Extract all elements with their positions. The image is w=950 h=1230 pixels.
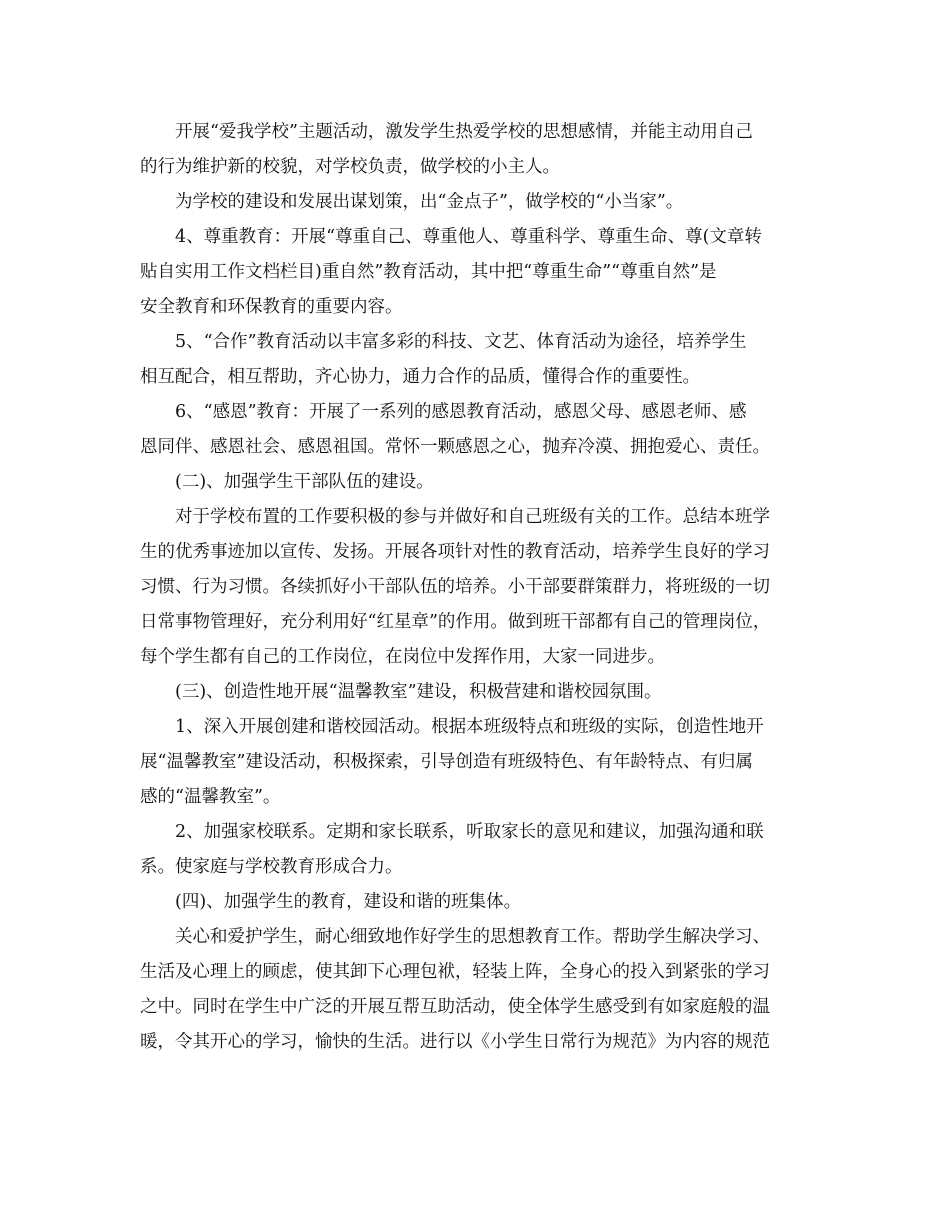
paragraph-line: 开展“爱我学校”主题活动，激发学生热爱学校的思想感情，并能主动用自己: [175, 122, 753, 142]
paragraph-line: 展“温馨教室”建设活动，积极探索，引导创造有班级特色、有年龄特点、有归属: [140, 752, 753, 772]
paragraph-line: 关心和爱护学生，耐心细致地作好学生的思想教育工作。帮助学生解决学习、: [175, 927, 770, 947]
paragraph-line: 每个学生都有自己的工作岗位，在岗位中发挥作用，大家一同进步。: [140, 647, 665, 667]
paragraph-line: 系。使家庭与学校教育形成合力。: [140, 857, 403, 877]
paragraph-line: 安全教育和环保教育的重要内容。: [140, 297, 403, 317]
section-heading: (三)、创造性地开展“温馨教室”建设，积极营建和谐校园氛围。: [175, 682, 662, 702]
paragraph-line: 生活及心理上的顾虑，使其卸下心理包袱，轻装上阵，全身心的投入到紧张的学习: [140, 962, 770, 982]
paragraph-line: 感的“温馨教室”。: [140, 787, 281, 807]
paragraph-line: 暖，令其开心的学习，愉快的生活。进行以《小学生日常行为规范》为内容的规范: [140, 1032, 770, 1052]
paragraph-line: 6、“感恩”教育：开展了一系列的感恩教育活动，感恩父母、感恩老师、感: [175, 402, 747, 422]
paragraph-line: 为学校的建设和发展出谋划策，出“金点子”，做学校的“小当家”。: [175, 192, 684, 212]
paragraph-line: 对于学校布置的工作要积极的参与并做好和自己班级有关的工作。总结本班学: [175, 507, 770, 527]
paragraph-line: 之中。同时在学生中广泛的开展互帮互助活动，使全体学生感受到有如家庭般的温: [140, 997, 770, 1017]
section-heading: (二)、加强学生干部队伍的建设。: [175, 472, 434, 492]
paragraph-line: 恩同伴、感恩社会、感恩祖国。常怀一颗感恩之心，抛弃冷漠、拥抱爱心、责任。: [140, 437, 770, 457]
paragraph-line: 5、“合作”教育活动以丰富多彩的科技、文艺、体育活动为途径，培养学生: [175, 332, 747, 352]
paragraph-line: 习惯、行为习惯。各续抓好小干部队伍的培养。小干部要群策群力，将班级的一切: [140, 577, 770, 597]
paragraph-line: 的行为维护新的校貌，对学校负责，做学校的小主人。: [140, 157, 560, 177]
paragraph-line: 1、深入开展创建和谐校园活动。根据本班级特点和班级的实际，创造性地开: [175, 717, 764, 737]
paragraph-line: 日常事物管理好，充分利用好“红星章”的作用。做到班干部都有自己的管理岗位，: [140, 612, 771, 632]
paragraph-line: 相互配合，相互帮助，齐心协力，通力合作的品质，懂得合作的重要性。: [140, 367, 700, 387]
section-heading: (四)、加强学生的教育，建设和谐的班集体。: [175, 892, 522, 912]
paragraph-line: 贴自实用工作文档栏目)重自然”教育活动，其中把“尊重生命”“尊重自然”是: [140, 262, 717, 282]
paragraph-line: 4、尊重教育：开展“尊重自己、尊重他人、尊重科学、尊重生命、尊(文章转: [175, 227, 762, 247]
paragraph-line: 生的优秀事迹加以宣传、发扬。开展各项针对性的教育活动，培养学生良好的学习: [140, 542, 770, 562]
document-body: [140, 115, 830, 1060]
paragraph-line: 2、加强家校联系。定期和家长联系，听取家长的意见和建议，加强沟通和联: [175, 822, 764, 842]
